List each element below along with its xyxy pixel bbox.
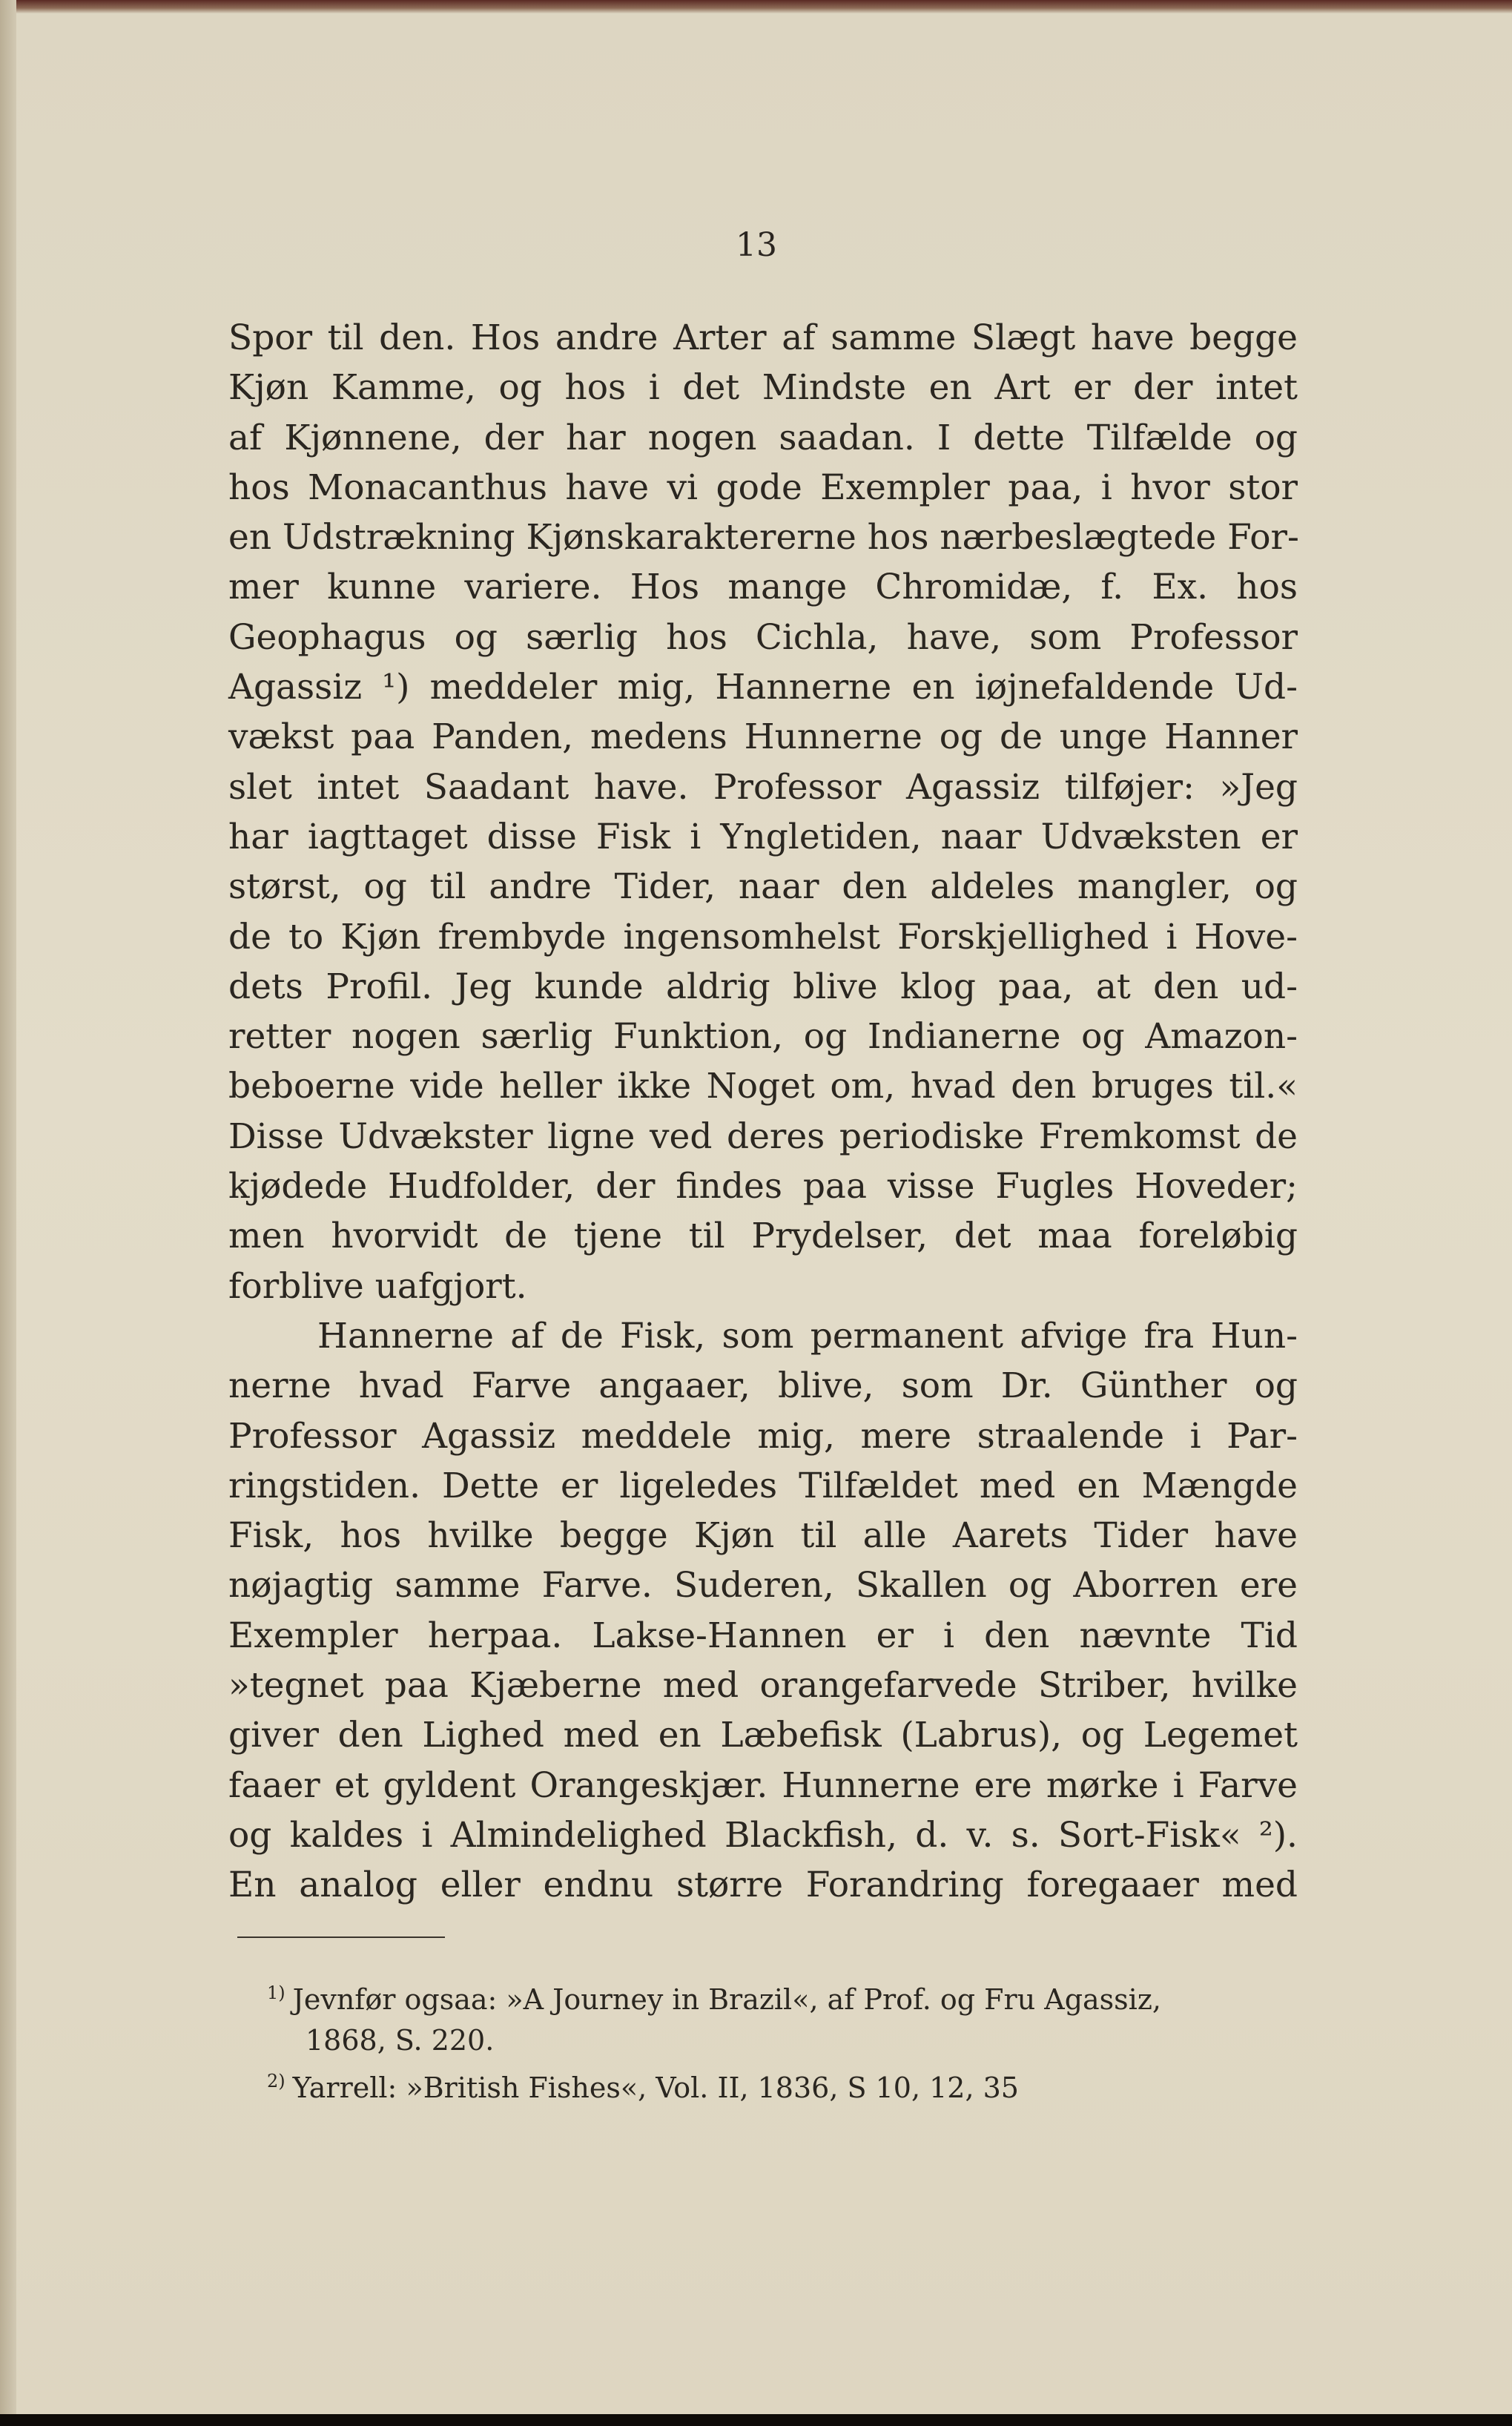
footnote-marker: 2) (267, 2071, 285, 2092)
text-line: kjødede Hudfolder, der findes paa visse Fugles Hoveder; (228, 1166, 1298, 1207)
text-line: størst, og til andre Tider, naar den aldeles mangler, og (228, 866, 1298, 908)
text-line: men hvorvidt de tjene til Prydelser, det maa foreløbig (228, 1216, 1298, 1257)
text-line: Exempler herpaa. Lakse-Hannen er i den nævnte Tid (228, 1615, 1298, 1656)
text-line: af Kjønnene, der har nogen saadan. I dette Tilfælde og (228, 417, 1298, 458)
text-line: de to Kjøn frembyde ingensomhelst Forskjellighed i Hove- (228, 916, 1298, 957)
text-line: Spor til den. Hos andre Arter af samme Slægt have begge (228, 317, 1298, 358)
text-line: giver den Lighed med en Læbefisk (Labrus), og Legemet (228, 1715, 1298, 1756)
footnote-text: Yarrell: »British Fishes«, Vol. II, 1836, S 10, 12, 35 (292, 2071, 1019, 2104)
text-line: nøjagtig samme Farve. Suderen, Skallen og Aborren ere (228, 1565, 1298, 1606)
footnote-2 (267, 2061, 1298, 2109)
binding-edge (0, 0, 16, 2426)
text-line: hos Monacanthus have vi gode Exempler paa, i hvor stor (228, 467, 1298, 508)
text-line: Professor Agassiz meddele mig, mere straalende i Par- (228, 1415, 1298, 1457)
text-line: Fisk, hos hvilke begge Kjøn til alle Aarets Tider have (228, 1515, 1298, 1557)
text-line: en Udstrækning Kjønskaraktererne hos nærbeslægtede For- (228, 517, 1299, 558)
footnote-divider (237, 1936, 445, 1938)
text-line: ringstiden. Dette er ligeledes Tilfældet med en Mængde (228, 1465, 1298, 1506)
text-line: Agassiz ¹) meddeler mig, Hannerne en iøjnefaldende Ud- (228, 667, 1298, 708)
text-line: retter nogen særlig Funktion, og Indianerne og Amazon- (228, 1016, 1298, 1058)
text-line: beboerne vide heller ikke Noget om, hvad den bruges til.« (228, 1066, 1298, 1107)
text-line: vækst paa Panden, medens Hunnerne og de unge Hanner (228, 716, 1298, 758)
text-line: forblive uafgjort. (228, 1265, 527, 1307)
page-number: 13 (736, 226, 777, 264)
scan-bottom-edge (0, 2414, 1512, 2426)
text-line: Hannerne af de Fisk, som permanent afvige fra Hun- (317, 1315, 1298, 1357)
text-line: En analog eller endnu større Forandring foregaaer med (228, 1865, 1298, 1906)
footnotes (267, 1973, 1298, 2109)
text-line: slet intet Saadant have. Professor Agassiz tilføjer: »Jeg (228, 766, 1298, 808)
text-line: Disse Udvækster ligne ved deres periodiske Fremkomst de (228, 1115, 1298, 1157)
text-line: har iagttaget disse Fisk i Yngletiden, naar Udvæksten er (228, 816, 1298, 857)
text-line: »tegnet paa Kjæberne med orangefarvede Striber, hvilke (228, 1665, 1298, 1707)
text-line: Kjøn Kamme, og hos i det Mindste en Art er der intet (228, 367, 1298, 409)
text-line: faaer et gyldent Orangeskjær. Hunnerne ere mørke i Farve (228, 1764, 1298, 1806)
text-line: og kaldes i Almindelighed Blackfish, d. v. s. Sort-Fisk« ²). (228, 1814, 1298, 1856)
text-line: nerne hvad Farve angaaer, blive, som Dr. Günther og (228, 1365, 1298, 1407)
text-line: dets Profil. Jeg kunde aldrig blive klog paa, at den ud- (228, 966, 1298, 1007)
footnote-1-continuation: 1868, S. 220. (306, 2024, 495, 2057)
text-line: Geophagus og særlig hos Cichla, have, som Professor (228, 616, 1298, 658)
footnote-1 (267, 1973, 1298, 2020)
page-top-edge (0, 0, 1512, 13)
body-text (228, 313, 1298, 1911)
footnote-marker: 1) (267, 1982, 285, 2003)
footnote-text: Jevnfør ogsaa: »A Journey in Brazil«, af Prof. og Fru Agassiz, (292, 1983, 1161, 2016)
text-line: mer kunne variere. Hos mange Chromidæ, f. Ex. hos (228, 567, 1298, 608)
